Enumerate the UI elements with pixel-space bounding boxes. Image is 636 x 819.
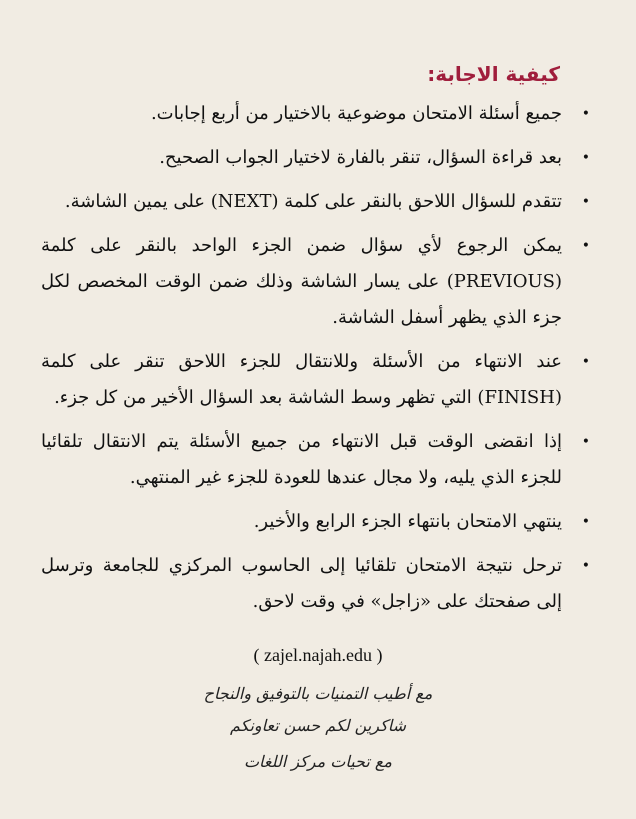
- list-item-text: بعد قراءة السؤال، تنقر بالفارة لاختيار الجواب الصحيح.: [159, 147, 562, 168]
- list-item: [41, 184, 596, 220]
- bullet-icon: •: [581, 558, 590, 574]
- list-item: [41, 504, 596, 540]
- list-item: [41, 96, 596, 132]
- list-item-text: إذا انقضى الوقت قبل الانتهاء من جميع الأسئلة يتم الانتقال تلقائيا للجزء الذي يليه، ولا مجال عندها للعودة للجزء غير المنتهي.: [41, 431, 562, 488]
- list-item: [41, 228, 596, 336]
- bullet-icon: •: [581, 514, 590, 530]
- list-item: [41, 140, 596, 176]
- bullet-icon: •: [581, 434, 590, 450]
- page-title: كيفية الاجابة:: [427, 62, 560, 86]
- bullet-icon: •: [581, 106, 590, 122]
- list-item-text: ترحل نتيجة الامتحان تلقائيا إلى الحاسوب المركزي للجامعة وترسل إلى صفحتك على «زاجل» في وقت لاحق.: [41, 555, 562, 612]
- list-item-text: ينتهي الامتحان بانتهاء الجزء الرابع والأخير.: [253, 511, 562, 532]
- list-item-text: عند الانتهاء من الأسئلة وللانتقال للجزء اللاحق تنقر على كلمة (FINISH) التي تظهر وسط الشاشة بعد السؤال الأخير من كل جزء.: [41, 351, 562, 408]
- instructions-list: [41, 96, 596, 628]
- list-item: [41, 424, 596, 496]
- closing-line-thanks: شاكرين لكم حسن تعاونكم: [229, 716, 407, 735]
- bullet-icon: •: [581, 194, 590, 210]
- list-item-text: جميع أسئلة الامتحان موضوعية بالاختيار من أربع إجابات.: [150, 103, 562, 124]
- closing-line-signature: مع تحيات مركز اللغات: [243, 752, 392, 771]
- list-item: [41, 548, 596, 620]
- list-item: [41, 344, 596, 416]
- list-item-text: يمكن الرجوع لأي سؤال ضمن الجزء الواحد بالنقر على كلمة (PREVIOUS) على يسار الشاشة وذلك ضمن الوقت المخصص لكل جزء الذي يظهر أسفل الشاشة.: [41, 235, 562, 328]
- list-item-text: تتقدم للسؤال اللاحق بالنقر على كلمة (NEXT) على يمين الشاشة.: [64, 191, 562, 212]
- bullet-icon: •: [581, 238, 590, 254]
- bullet-icon: •: [581, 354, 590, 370]
- bullet-icon: •: [581, 150, 590, 166]
- closing-line-wishes: مع أطيب التمنيات بالتوفيق والنجاح: [203, 684, 433, 703]
- zajel-link[interactable]: ( zajel.najah.edu ): [253, 645, 383, 665]
